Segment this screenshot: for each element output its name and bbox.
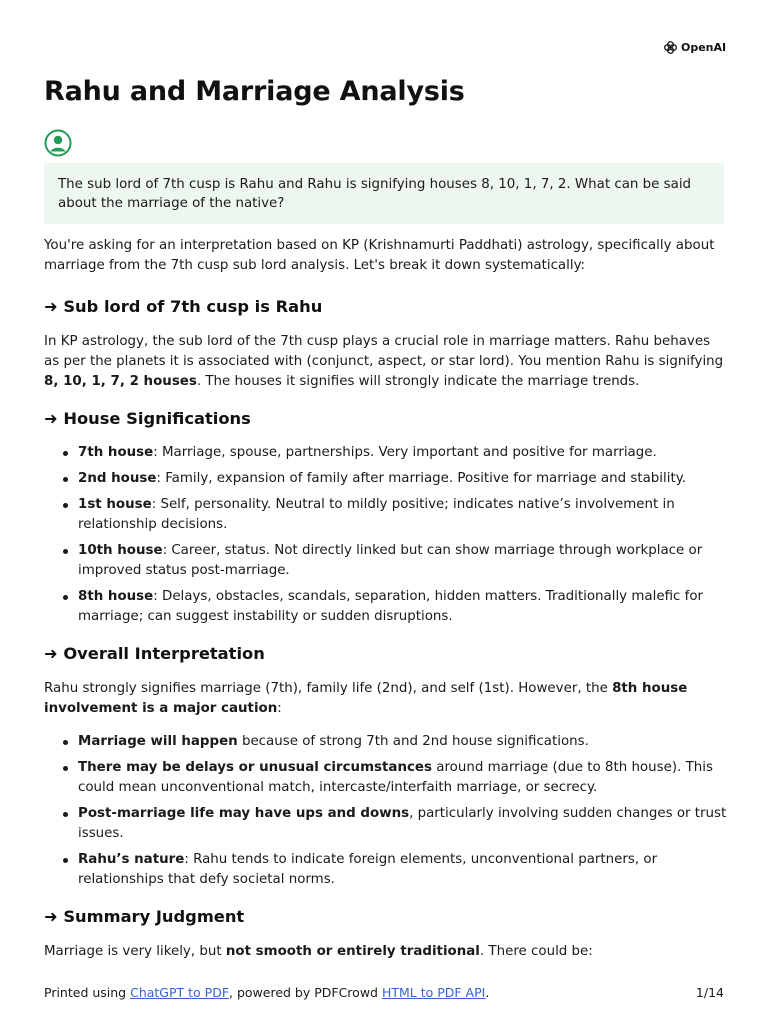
text-run: : Rahu tends to indicate foreign elements, unconventional partners, or relationships that defy societal norms.	[78, 852, 658, 887]
bold-run: 1st house	[78, 497, 152, 512]
list-item	[44, 850, 728, 890]
logo-text: OpenAI	[681, 41, 727, 54]
page-title: Rahu and Marriage Analysis	[44, 76, 465, 107]
text-run: because of strong 7th and 2nd house significations.	[237, 734, 589, 749]
text-run: In KP astrology, the sub lord of the 7th cusp plays a crucial role in marriage matters. Rahu behaves as per the planets it is associated with (conjunct, aspect, or star lord). You mention Rahu is signifying	[44, 334, 724, 369]
text-run: : Delays, obstacles, scandals, separation, hidden matters. Traditionally malefic for marriage; can suggest instability or sudden disruptions.	[78, 589, 704, 624]
sub-lord-paragraph	[44, 332, 728, 392]
bold-run: 10th house	[78, 543, 163, 558]
text-run: Marriage is very likely, but	[44, 944, 226, 959]
heading-text: Summary Judgment	[63, 907, 245, 926]
text-run: Printed using	[44, 985, 131, 1000]
list-item	[44, 541, 728, 581]
text-run: : Family, expansion of family after marriage. Positive for marriage and stability.	[156, 471, 686, 486]
user-question-box: The sub lord of 7th cusp is Rahu and Rahu is signifying houses 8, 10, 1, 7, 2. What can be said about the marriage of the native?	[44, 163, 724, 224]
bold-run: Marriage will happen	[78, 734, 238, 749]
heading-text: Sub lord of 7th cusp is Rahu	[63, 297, 323, 316]
heading-text: House Significations	[63, 409, 251, 428]
bold-run: Post-marriage life may have ups and downs	[78, 806, 410, 821]
summary-paragraph	[44, 942, 728, 962]
list-item	[44, 804, 728, 844]
text-run: . There could be:	[479, 944, 593, 959]
section-heading-overall-interpretation	[44, 643, 728, 665]
text-run: , particularly involving sudden changes or trust issues.	[78, 806, 727, 841]
section-heading-house-significations	[44, 408, 728, 430]
text-run: Rahu strongly signifies marriage (7th), family life (2nd), and self (1st). However, the	[44, 681, 613, 696]
list-item	[44, 732, 728, 752]
bold-run: Rahu’s nature	[78, 852, 185, 867]
arrow-icon: ➜	[44, 297, 58, 316]
text-run: : Career, status. Not directly linked but can show marriage through workplace or improved status post-marriage.	[78, 543, 703, 578]
section-heading-sub-lord	[44, 296, 728, 318]
list-item	[44, 495, 728, 535]
heading-text: Overall Interpretation	[63, 644, 265, 663]
interpretation-list	[44, 732, 728, 890]
chatgpt-to-pdf-link[interactable]: ChatGPT to PDF	[130, 985, 230, 1000]
overall-paragraph	[44, 679, 728, 719]
bold-run: 8th house involvement is a major caution	[44, 681, 688, 716]
footer-credit	[44, 985, 489, 1000]
list-item	[44, 443, 728, 463]
arrow-icon: ➜	[44, 409, 58, 428]
bold-run: 8, 10, 1, 7, 2 houses	[44, 374, 197, 389]
answer-content	[44, 236, 728, 962]
bold-run: 7th house	[78, 445, 154, 460]
bold-run: 2nd house	[78, 471, 157, 486]
list-item	[44, 758, 728, 798]
text-run: . The houses it signifies will strongly indicate the marriage trends.	[196, 374, 640, 389]
section-heading-summary-judgment	[44, 906, 728, 928]
text-run: : Marriage, spouse, partnerships. Very important and positive for marriage.	[153, 445, 657, 460]
text-run: :	[277, 701, 282, 716]
bold-run: 8th house	[78, 589, 154, 604]
intro-paragraph: You're asking for an interpretation based on KP (Krishnamurti Paddhati) astrology, specifically about marriage from the 7th cusp sub lord analysis. Let's break it down systematically:	[44, 238, 715, 273]
text-run: , powered by PDFCrowd	[229, 985, 382, 1000]
arrow-icon: ➜	[44, 644, 58, 663]
house-significations-list	[44, 443, 728, 627]
bold-run: not smooth or entirely traditional	[225, 944, 480, 959]
page-number: 1/14	[695, 985, 724, 1000]
page-footer	[44, 985, 724, 1000]
openai-logo-icon	[663, 40, 678, 55]
arrow-icon: ➜	[44, 907, 58, 926]
html-to-pdf-api-link[interactable]: HTML to PDF API	[381, 985, 486, 1000]
openai-logo	[663, 40, 726, 55]
text-run: .	[485, 985, 490, 1000]
list-item	[44, 587, 728, 627]
text-run: around marriage (due to 8th house). This could mean unconventional match, intercaste/interfaith marriage, or secrecy.	[78, 760, 713, 795]
bold-run: There may be delays or unusual circumstances	[78, 760, 432, 775]
list-item	[44, 469, 728, 489]
user-avatar-icon	[44, 129, 72, 161]
text-run: : Self, personality. Neutral to mildly positive; indicates native’s involvement in relationship decisions.	[78, 497, 675, 532]
